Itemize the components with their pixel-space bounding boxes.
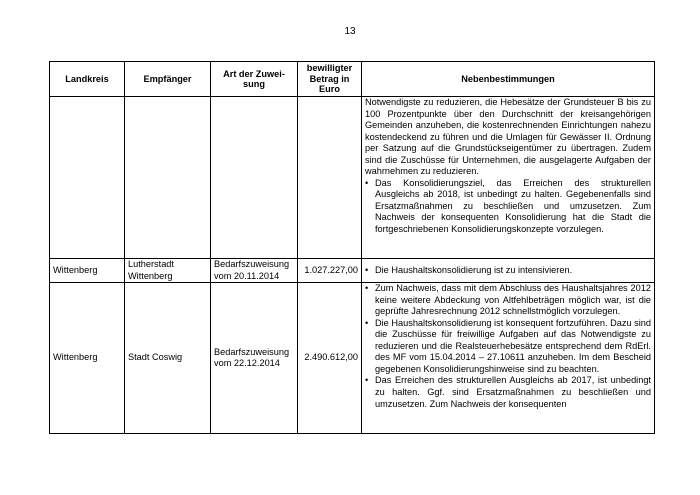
table-row: [50, 283, 655, 434]
list-item-text: Die Haushaltskonsolidierung ist konsequent fortzuführen. Dazu sind die Zuschüsse für freiwillige Aufgaben auf das Notwendigste zu reduzieren und die Realsteuerhebesätze entsprechend dem RdErl. des MF vom 15.04.2014 – 27.10611 anzuheben. Im dem Bescheid gegebenen Konsolidierungshinweise sind zu beachten.: [375, 317, 651, 374]
betrag-cell: [298, 97, 362, 259]
bullet-icon: •: [365, 264, 369, 275]
continuation-text: Notwendigste zu reduzieren, die Hebesätze der Grundsteuer B bis zu 100 Prozentpunkte über den Durchschnitt der kreisangehörigen Gemeinden anzuheben, die kostenrechnenden Einrichtungen nahezu kostendeckend zu führen und die Umlagen für Gewässer II. Ordnung per Satzung auf die Grundstückseigentümer zu übertragen. Zudem sind die Zuschüsse für Unternehmen, die ausgelagerte Aufgaben der wahrnehmen zu reduzieren.: [365, 97, 651, 177]
betrag-cell: 1.027.227,00: [298, 259, 362, 283]
landkreis-cell: [50, 97, 125, 259]
bullet-icon: •: [365, 317, 369, 328]
list-item-text: Das Erreichen des strukturellen Ausgleichs ab 2017, ist unbedingt zu halten. Ggf. sind Ersatzmaßnahmen zu beschließen und umzusetzen. Zum Nachweis der konsequenten: [375, 375, 651, 409]
art-cell: [211, 97, 298, 259]
list-item: [365, 283, 651, 318]
bullet-icon: •: [365, 177, 369, 188]
header-nebenbestimmungen: Nebenbestimmungen: [362, 62, 655, 97]
nebenbestimmungen-cell: [362, 283, 655, 434]
list-item-text: Das Konsolidierungsziel, das Erreichen des strukturellen Ausgleichs ab 2018, ist unbedingt zu halten. Gegebenenfalls sind Ersatzmaßnahmen zu beschließen und umzusetzen. Zum Nachweis der konsequenten Konsolidierung hat die Stadt die fortgeschriebenen Konsolidierungskonzepte vorzulegen.: [375, 177, 651, 235]
betrag-cell: 2.490.612,00: [298, 283, 362, 434]
header-art-der-zuweisung: Art der Zuwei-sung: [211, 62, 298, 97]
bullet-icon: •: [365, 283, 369, 294]
empfaenger-cell: Lutherstadt Wittenberg: [125, 259, 211, 283]
header-landkreis: Landkreis: [50, 62, 125, 97]
empfaenger-cell: Stadt Coswig: [125, 283, 211, 434]
art-cell: Bedarfszuweisung vom 22.12.2014: [211, 283, 298, 434]
table-row: [50, 97, 655, 259]
header-empfaenger: Empfänger: [125, 62, 211, 97]
table-row: [50, 259, 655, 283]
list-item-text: Die Haushaltskonsolidierung ist zu intensivieren.: [375, 264, 573, 275]
list-item: [365, 265, 651, 277]
nebenbestimmungen-cell: [362, 259, 655, 283]
list-item-text: Zum Nachweis, dass mit dem Abschluss des Haushaltsjahres 2012 keine weitere Abdeckung von Altfehlbeträgen möglich war, ist die geprüfte Jahresrechnung 2012 schnellstmöglich vorzulegen.: [375, 283, 651, 317]
empfaenger-cell: [125, 97, 211, 259]
art-cell: Bedarfszuweisung vom 20.11.2014: [211, 259, 298, 283]
list-item: [365, 178, 651, 236]
landkreis-cell: Wittenberg: [50, 283, 125, 434]
list-item: [365, 318, 651, 376]
bullet-icon: •: [365, 375, 369, 386]
nebenbestimmungen-cell: [362, 97, 655, 259]
header-betrag: bewilligter Betrag in Euro: [298, 62, 362, 97]
allocation-table: [49, 61, 655, 434]
page-number: 13: [344, 26, 356, 37]
list-item: [365, 375, 651, 410]
table-header-row: [50, 62, 655, 97]
landkreis-cell: Wittenberg: [50, 259, 125, 283]
